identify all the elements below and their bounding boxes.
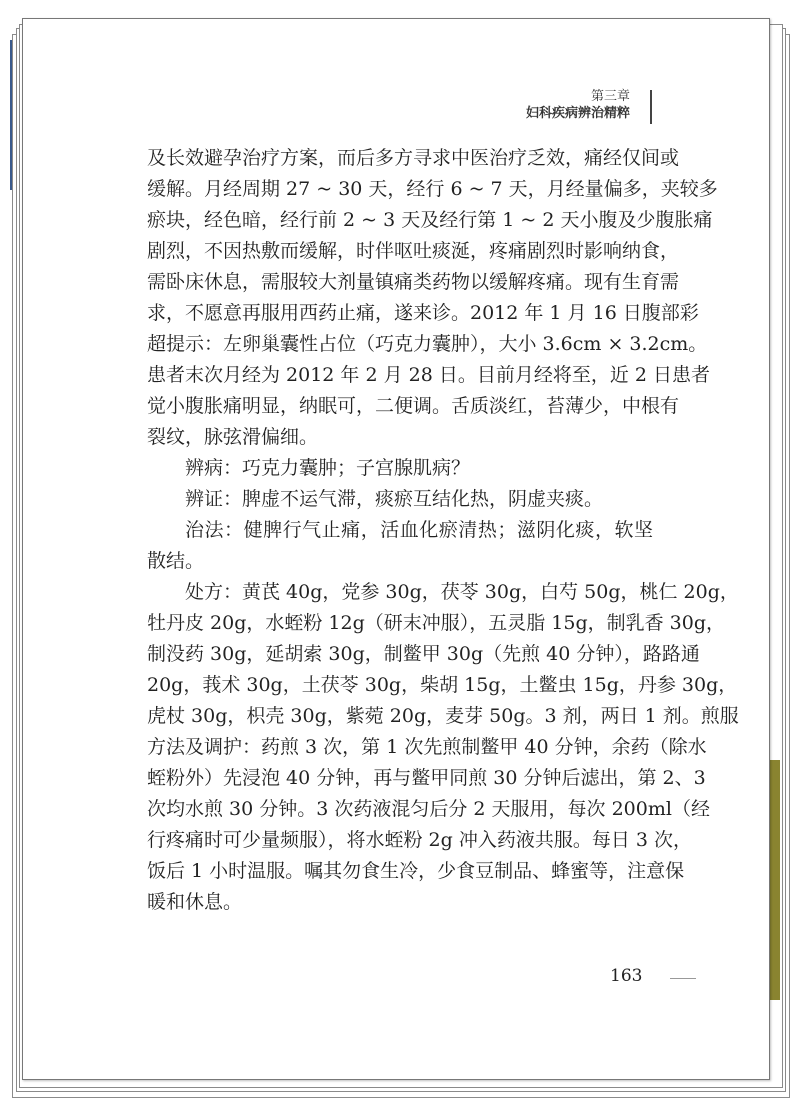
text-line: 超提示：左卵巢囊性占位（巧克力囊肿），大小 3.6cm × 3.2cm。 <box>147 333 708 355</box>
text-line: 患者末次月经为 2012 年 2 月 28 日。目前月经将至，近 2 日患者 <box>147 364 711 386</box>
text-line: 处方：黄芪 40g，党参 30g，茯苓 30g，白芍 50g，桃仁 20g， <box>185 581 739 603</box>
text-line: 辨病：巧克力囊肿；子宫腺肌病？ <box>185 457 471 479</box>
text-line: 缓解。月经周期 27 ~ 30 天，经行 6 ~ 7 天，月经量偏多，夹较多 <box>147 178 718 200</box>
page-number-rule <box>670 978 696 979</box>
text-line: 暖和休息。 <box>147 891 243 913</box>
text-line: 剧烈，不因热敷而缓解，时伴呕吐痰涎，疼痛剧烈时影响纳食， <box>147 240 680 262</box>
text-line: 辨证：脾虚不运气滞，痰瘀互结化热，阴虚夹痰。 <box>185 488 604 510</box>
text-line: 散结。 <box>147 550 205 572</box>
text-line: 求，不愿意再服用西药止痛，遂来诊。2012 年 1 月 16 日腹部彩 <box>147 302 699 324</box>
text-line: 制没药 30g，延胡索 30g，制鳖甲 30g（先煎 40 分钟），路路通 <box>147 643 700 665</box>
text-line: 虎杖 30g，枳壳 30g，紫菀 20g，麦芽 50g。3 剂，两日 1 剂。煎服 <box>147 705 739 727</box>
text-line: 需卧床休息，需服较大剂量镇痛类药物以缓解疼痛。现有生育需 <box>147 271 680 293</box>
book-edge-accent <box>770 760 780 1000</box>
text-line: 蛭粉外）先浸泡 40 分钟，再与鳖甲同煎 30 分钟后滤出，第 2、3 <box>147 767 706 789</box>
text-line: 及长效避孕治疗方案，而后多方寻求中医治疗乏效，痛经仅间或 <box>147 147 680 169</box>
running-header <box>526 88 630 122</box>
text-line: 牡丹皮 20g，水蛭粉 12g（研末冲服），五灵脂 15g，制乳香 30g， <box>147 612 726 634</box>
text-line: 瘀块，经色暗，经行前 2 ~ 3 天及经行第 1 ~ 2 天小腹及少腹胀痛 <box>147 209 713 231</box>
text-line: 次均水煎 30 分钟。3 次药液混匀后分 2 天服用，每次 200ml（经 <box>147 798 710 820</box>
section-title: 妇科疾病辨治精粹 <box>525 106 630 121</box>
body-text <box>147 143 739 918</box>
page-number: 163 <box>610 966 643 986</box>
text-line: 20g，莪术 30g，土茯苓 30g，柴胡 15g，土鳖虫 15g，丹参 30g， <box>147 674 738 696</box>
text-line: 治法：健脾行气止痛，活血化瘀清热；滋阴化痰，软坚 <box>185 519 653 541</box>
text-line: 觉小腹胀痛明显，纳眠可，二便调。舌质淡红，苔薄少，中根有 <box>147 395 680 417</box>
text-line: 饭后 1 小时温服。嘱其勿食生冷，少食豆制品、蜂蜜等，注意保 <box>147 860 685 882</box>
header-rule <box>650 90 652 124</box>
chapter-label: 第三章 <box>590 89 630 104</box>
text-line: 方法及调护：药煎 3 次，第 1 次先煎制鳖甲 40 分钟，余药（除水 <box>147 736 707 758</box>
text-line: 行疼痛时可少量频服），将水蛭粉 2g 冲入药液共服。每日 3 次， <box>147 829 692 851</box>
text-line: 裂纹，脉弦滑偏细。 <box>147 426 319 448</box>
